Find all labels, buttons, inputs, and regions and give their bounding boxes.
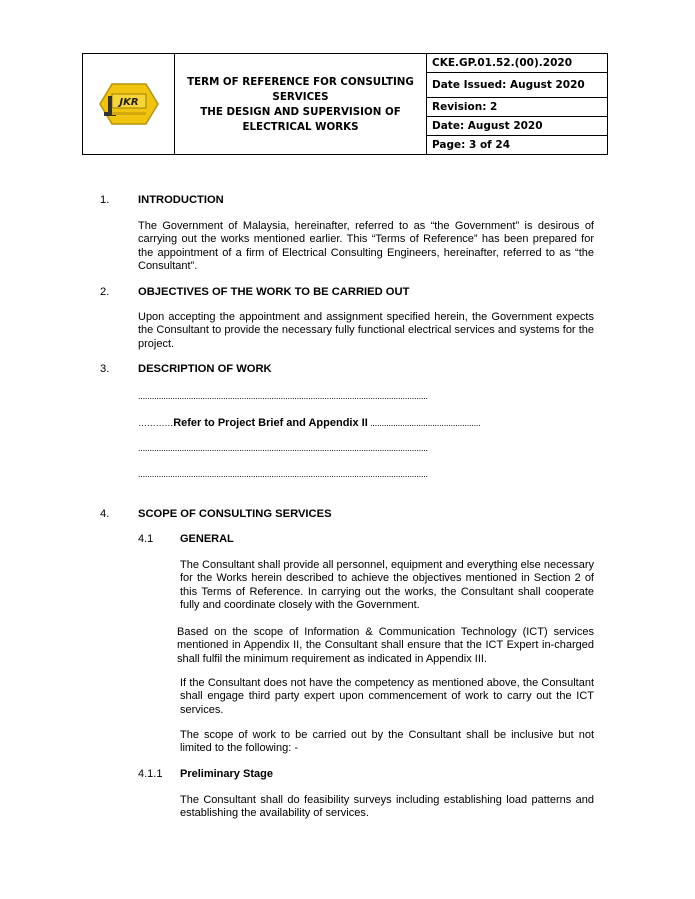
section-2-heading: OBJECTIVES OF THE WORK TO BE CARRIED OUT xyxy=(138,286,410,298)
general-paragraph-4: The scope of work to be carried out by the Consultant shall be inclusive but not limited to the following: - xyxy=(180,729,594,755)
svg-text:JKR: JKR xyxy=(118,97,139,108)
jkr-logo xyxy=(83,54,175,154)
dotted-line-1: .............................................................................................................................. xyxy=(138,391,428,401)
title-line-3: THE DESIGN AND SUPERVISION OF xyxy=(200,106,401,118)
subsection-4-1-number: 4.1 xyxy=(138,533,154,545)
section-1-body: The Government of Malaysia, hereinafter, referred to as “the Government” is desirous of carrying out the works mentioned earlier. This “Terms of Reference” has been prepared for the appointment of a firm of Electrical Consulting Engineers, hereinafter, referred to as “the Consultant”. xyxy=(138,220,594,272)
section-3-heading: DESCRIPTION OF WORK xyxy=(138,363,272,375)
section-1-number: 1. xyxy=(100,194,110,206)
preliminary-stage-paragraph: The Consultant shall do feasibility surveys including establishing load patterns and establishing the availability of services. xyxy=(180,794,594,820)
subsection-4-1-heading: GENERAL xyxy=(180,533,234,545)
section-2-body: Upon accepting the appointment and assignment specified herein, the Government expects the Consultant to provide the necessary fully functional electrical services and systems for the project. xyxy=(138,311,594,350)
document-title xyxy=(175,54,427,154)
general-paragraph-3: If the Consultant does not have the competency as mentioned above, the Consultant shall engage third party expert upon commencement of work to carry out the ICT services. xyxy=(180,677,594,716)
dotted-line-2: .............................................................................................................................. xyxy=(138,443,428,453)
reference-line xyxy=(138,417,481,429)
title-line-2: SERVICES xyxy=(272,91,329,103)
general-paragraph-2: Based on the scope of Information & Communication Technology (ICT) services mentioned in Appendix II, the Consultant shall ensure that the ICT Expert in-charged shall fulfil the minimum requirement as indicated in Appendix III. xyxy=(177,626,594,665)
date: Date: August 2020 xyxy=(427,117,607,136)
title-line-1: TERM OF REFERENCE FOR CONSULTING xyxy=(187,76,414,88)
reference-text: Refer to Project Brief and Appendix II xyxy=(173,417,368,429)
doc-code: CKE.GP.01.52.(00).2020 xyxy=(427,54,607,73)
section-1-heading: INTRODUCTION xyxy=(138,194,224,206)
date-issued: Date Issued: August 2020 xyxy=(427,73,607,98)
general-paragraph-1: The Consultant shall provide all personnel, equipment and everything else necessary for the Works herein described to achieve the objectives mentioned in Section 2 of this Terms of Reference. In carrying out the works, the Consultant shall cooperate fully and coordinate closely with the Government. xyxy=(180,559,594,611)
dotted-line-3: .............................................................................................................................. xyxy=(138,469,428,479)
subsection-4-1-1-number: 4.1.1 xyxy=(138,768,163,780)
document-header xyxy=(82,53,608,155)
page-number: Page: 3 of 24 xyxy=(432,139,511,151)
section-2-number: 2. xyxy=(100,286,110,298)
section-4-number: 4. xyxy=(100,508,110,520)
reference-lead-dots: ………… xyxy=(138,418,174,428)
section-3-number: 3. xyxy=(100,363,110,375)
title-line-4: ELECTRICAL WORKS xyxy=(242,121,359,133)
revision: Revision: 2 xyxy=(427,98,607,117)
section-4-heading: SCOPE OF CONSULTING SERVICES xyxy=(138,508,332,520)
document-meta xyxy=(427,54,607,154)
jkr-logo-icon xyxy=(98,82,160,126)
subsection-4-1-1-heading: Preliminary Stage xyxy=(180,768,273,780)
reference-tail-dots: ................................................ xyxy=(367,418,481,428)
